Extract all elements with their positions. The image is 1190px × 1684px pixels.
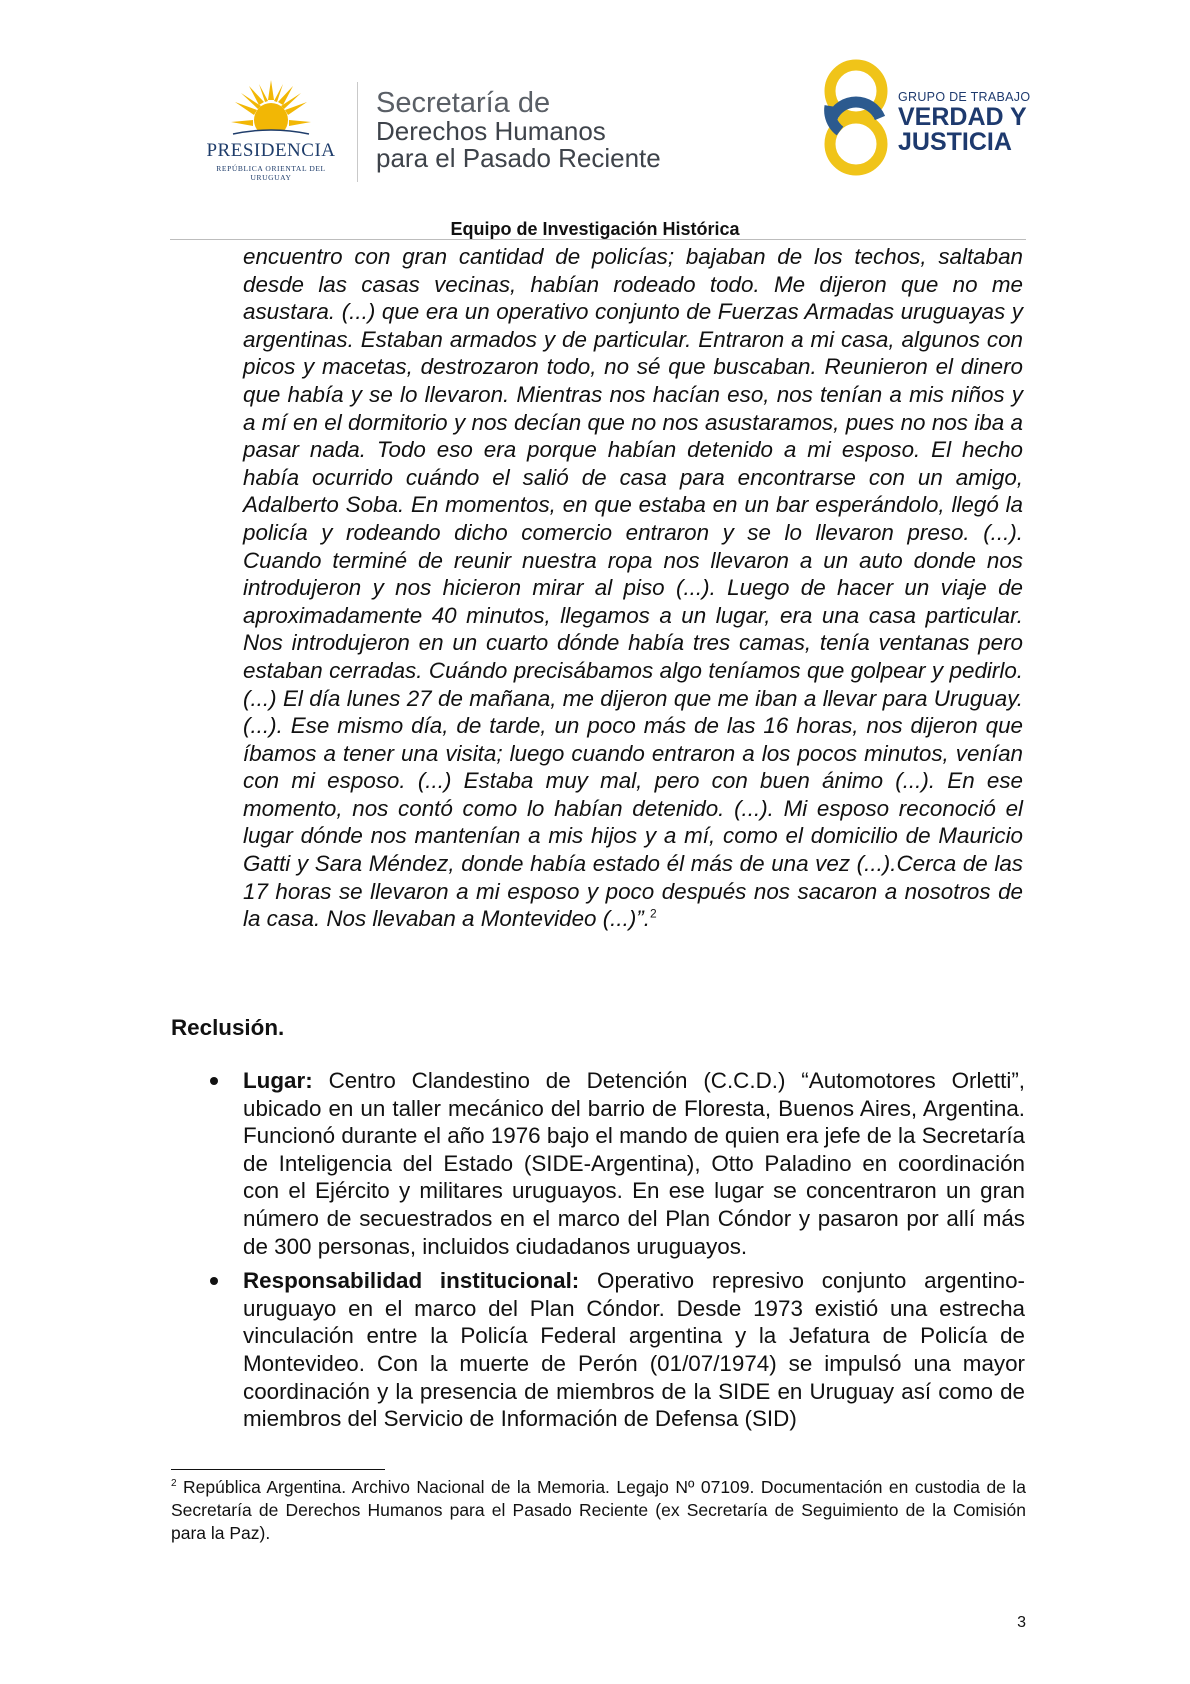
gtvj-line1: GRUPO DE TRABAJO xyxy=(898,90,1031,104)
footnote-number: 2 xyxy=(171,1478,177,1490)
presidencia-name: PRESIDENCIA xyxy=(206,140,336,161)
page-number: 3 xyxy=(1017,1614,1026,1631)
rings-icon xyxy=(820,56,896,184)
bullet-text: Centro Clandestino de Detención (C.C.D.) “Automotores Orletti”, ubicado en un taller mecánico del barrio de Floresta, Buenos Aires, Argentina. Funcionó durante el año 1976 bajo el mando de quien era jefe de la Secretaría de Inteligencia del Estado (SIDE-Argentina), Otto Paladino en coordinación con el Ejército y militares uruguayos. En ese lugar se concentraron un gran número de secuestrados en el marco del Plan Cóndor y pasaron por allí más de 300 personas, incluidos ciudadanos uruguayos. xyxy=(243,1068,1025,1259)
secretaria-logo-text xyxy=(376,88,661,172)
list-item xyxy=(200,1267,1025,1433)
footnote-rule xyxy=(171,1469,385,1470)
bullet-text: Operativo represivo conjunto argentino-uruguayo en el marco del Plan Cóndor. Desde 1973 existió una estrecha vinculación entre la Policía Federal argentina y la Jefatura de Policía de Montevideo. Con la muerte de Perón (01/07/1974) se impulsó una mayor coordinación y la presencia de miembros de la SIDE en Uruguay así como de miembros del Servicio de Información de Defensa (SID) xyxy=(243,1268,1025,1432)
header-rule xyxy=(170,239,1026,240)
footnote xyxy=(171,1476,1026,1544)
testimony-quote xyxy=(243,243,1023,933)
bullet-icon xyxy=(210,1277,218,1285)
presidencia-logo xyxy=(196,78,346,182)
bullet-list xyxy=(200,1067,1025,1440)
footnote-text: República Argentina. Archivo Nacional de la Memoria. Legajo Nº 07109. Documentación en custodia de la Secretaría de Derechos Humanos para el Pasado Reciente (ex Secretaría de Seguimiento de la Comisión para la Paz). xyxy=(171,1477,1026,1543)
secretaria-line1: Secretaría de xyxy=(376,87,551,119)
quote-text: encuentro con gran cantidad de policías; bajaban de los techos, saltaban desde las casas vecinas, habían rodeado todo. Me dijeron que no me asustara. (...) que era un operativo conjunto de Fuerzas Armadas uruguayas y argentinas. Estaban armados y de particular. Entraron a mi casa, algunos con picos y macetas, destrozaron todo, no sé que buscaban. Reunieron el dinero que había y se lo llevaron. Mientras nos hacían eso, nos tenían a mis niños y a mí en el dormitorio y nos decían que no nos asustaramos, pues no nos iba a pasar nada. Todo eso era porque habían detenido a mi esposo. El hecho había ocurrido cuándo el salió de casa para encontrarse con un amigo, Adalberto Soba. En momentos, en que estaba en un bar esperándolo, llegó la policía y rodeando dicho comercio entraron y se lo llevaron preso. (...). Cuando terminé de reunir nuestra ropa nos llevaron a un auto donde nos introdujeron y nos hicieron mirar al piso (...). Luego de hacer un viaje de aproximadamente 40 minutos, llegamos a un lugar, era una casa particular. Nos introdujeron en un cuarto dónde había tres camas, tenía ventanas pero estaban cerradas. Cuándo precisábamos algo teníamos que golpear y pedirlo. (...) El día lunes 27 de mañana, me dijeron que me iban a llevar para Uruguay. (...). Ese mismo día, de tarde, un poco más de las 16 horas, nos dijeron que íbamos a tener una visita; luego cuando entraron a los pocos minutos, venían con mi esposo. (...) Estaba muy mal, pero con buen ánimo (...). En ese momento, nos contó como lo habían detenido. (...). Mi esposo reconoció el lugar dónde nos mantenían a mis hijos y a mí, como el domicilio de Mauricio Gatti y Sara Méndez, donde había estado él más de una vez (...).Cerca de las 17 horas se llevaron a mi esposo y poco después nos sacaron a nosotros de la casa. Nos llevaban a Montevideo (...)”. xyxy=(243,244,1023,932)
bullet-label: Lugar: xyxy=(243,1068,313,1093)
verdad-justicia-logo xyxy=(820,56,1040,184)
section-heading: Reclusión. xyxy=(171,1015,285,1040)
footnote-ref[interactable]: 2 xyxy=(649,906,657,921)
bullet-label: Responsabilidad institucional: xyxy=(243,1268,580,1294)
presidencia-subtitle: REPÚBLICA ORIENTAL DEL URUGUAY xyxy=(216,164,326,182)
header-divider xyxy=(357,82,358,182)
page-header xyxy=(0,0,1190,240)
team-title: Equipo de Investigación Histórica xyxy=(450,219,740,239)
secretaria-line3: para el Pasado Reciente xyxy=(376,143,661,173)
list-item xyxy=(200,1067,1025,1260)
secretaria-line2: Derechos Humanos xyxy=(376,116,606,146)
gtvj-line3: JUSTICIA xyxy=(898,128,1012,156)
bullet-icon xyxy=(210,1077,218,1085)
sun-icon xyxy=(231,78,311,140)
gtvj-line2: VERDAD Y xyxy=(898,103,1027,131)
